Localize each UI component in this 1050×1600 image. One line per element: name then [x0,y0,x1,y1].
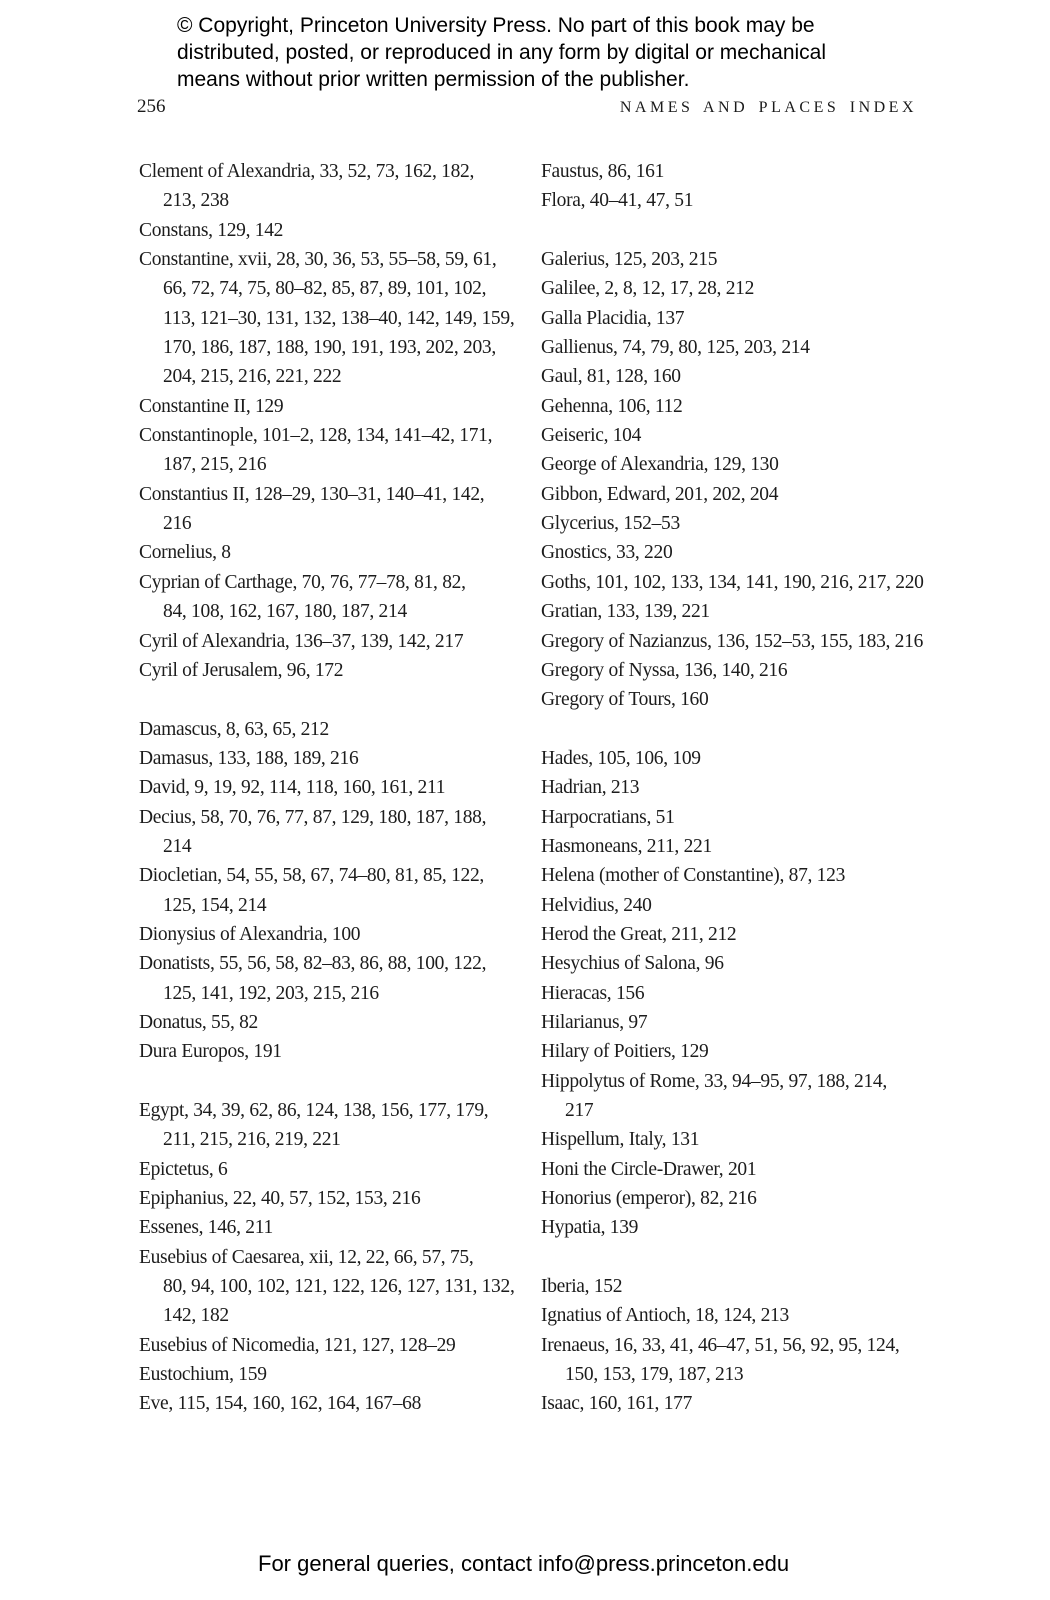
index-entry-line: Gallienus, 74, 79, 80, 125, 203, 214 [541,337,810,359]
index-entry-line: Constantius II, 128–29, 130–31, 140–41, 142, [139,483,485,505]
index-entry-line: Constans, 129, 142 [139,219,284,241]
index-entry-line: Epiphanius, 22, 40, 57, 152, 153, 216 [139,1188,421,1210]
index-entry [541,685,921,714]
index-letter-group [139,157,521,685]
index-entry-line: Glycerius, 152–53 [541,513,680,535]
index-entry [541,949,921,978]
index-entry-line: Flora, 40–41, 47, 51 [541,190,694,212]
index-entry-line: Isaac, 160, 161, 177 [541,1393,693,1415]
index-entry-line: Faustus, 86, 161 [541,161,665,182]
index-entry-line: Hades, 105, 106, 109 [541,747,701,769]
index-entry [541,186,921,215]
index-entry [139,715,521,744]
index-entry-line: Galilee, 2, 8, 12, 17, 28, 212 [541,278,755,300]
index-entry [541,1155,921,1184]
index-entry-line: Donatists, 55, 56, 58, 82–83, 86, 88, 100, 122, [139,953,487,975]
index-entry-line: Irenaeus, 16, 33, 41, 46–47, 51, 56, 92, 95, 124, [541,1334,900,1356]
index-entry-line: 170, 186, 187, 188, 190, 191, 193, 202, 203, [163,337,496,359]
index-entry [139,1243,521,1331]
index-entry-line: Hasmoneans, 211, 221 [541,835,712,857]
index-entry [139,245,521,392]
index-entry-line: Galla Placidia, 137 [541,307,685,329]
index-entry [139,1184,521,1213]
index-entry-line: Cornelius, 8 [139,542,231,564]
index-entry [541,1067,921,1126]
index-entry-line: 66, 72, 74, 75, 80–82, 85, 87, 89, 101, 102, [163,278,487,300]
index-entry-line: Ignatius of Antioch, 18, 124, 213 [541,1305,789,1327]
index-entry-line: Clement of Alexandria, 33, 52, 73, 162, 182, [139,161,475,182]
index-entry-line: 80, 94, 100, 102, 121, 122, 126, 127, 131, 132, [163,1276,515,1298]
index-entry-line: Eusebius of Caesarea, xii, 12, 22, 66, 57, 75, [139,1246,474,1268]
index-entry-line: 84, 108, 162, 167, 180, 187, 214 [163,601,407,623]
index-entry [541,773,921,802]
index-entry-line: Geiseric, 104 [541,425,642,447]
index-entry-line: Cyprian of Carthage, 70, 76, 77–78, 81, 82, [139,571,466,593]
index-entry-line: Honorius (emperor), 82, 216 [541,1188,757,1210]
index-entry-line: Hesychius of Salona, 96 [541,953,724,975]
index-entry [139,480,521,539]
index-entry [139,1096,521,1155]
index-entry [541,568,924,597]
index-entry [139,656,521,685]
index-entry-line: Dura Europos, 191 [139,1041,282,1063]
index-entry-line: Gnostics, 33, 220 [541,542,673,564]
index-entry-line: Hilary of Poitiers, 129 [541,1041,709,1063]
index-entry-line: Hilarianus, 97 [541,1011,648,1033]
index-entry [541,803,921,832]
index-entry [541,480,921,509]
index-entry [541,274,921,303]
index-entry [139,861,521,920]
index-entry-line: Egypt, 34, 39, 62, 86, 124, 138, 156, 177, 179, [139,1100,489,1121]
index-entry [541,392,921,421]
index-entry-line: Damasus, 133, 188, 189, 216 [139,747,359,769]
index-entry-line: Gaul, 81, 128, 160 [541,366,681,388]
index-entry-line: Goths, 101, 102, 133, 134, 141, 190, 216, 217, 220 [541,571,924,593]
index-letter-group [541,157,921,216]
index-entry [541,1008,921,1037]
index-entry [139,538,521,567]
index-entry [139,1213,521,1242]
index-entry [139,568,521,627]
index-entry [541,920,921,949]
index-entry-line: 211, 215, 216, 219, 221 [163,1129,341,1151]
index-entry [139,392,521,421]
index-entry [139,949,521,1008]
index-entry [139,627,521,656]
index-entry [541,744,921,773]
copyright-line: © Copyright, Princeton University Press. No part of this book may be [177,14,815,37]
index-entry [541,509,921,538]
index-column-right [541,157,924,1419]
index-entry-line: Eusebius of Nicomedia, 121, 127, 128–29 [139,1334,456,1356]
index-entry-line: Eustochium, 159 [139,1364,267,1386]
index-entry [541,1184,921,1213]
index-entry [139,157,521,216]
index-entry-line: Constantinople, 101–2, 128, 134, 141–42, 171, [139,425,493,447]
copyright-notice [177,12,826,93]
index-column-left [139,157,521,1419]
index-entry [541,1213,921,1242]
index-entry [139,421,521,480]
index-entry [541,979,921,1008]
index-entry [541,362,921,391]
index-letter-group [139,1096,521,1419]
index-entry [139,1155,521,1184]
index-entry [541,1272,921,1301]
index-entry-line: Helvidius, 240 [541,894,652,916]
index-entry [541,333,921,362]
index-entry [139,744,521,773]
index-entry-line: Galerius, 125, 203, 215 [541,249,718,271]
index-entry-line: Gratian, 133, 139, 221 [541,601,710,623]
index-entry-line: Donatus, 55, 82 [139,1011,258,1033]
running-head: NAMES AND PLACES INDEX [619,99,917,116]
index-entry [541,1389,921,1418]
index-entry [139,920,521,949]
index-entry-line: Hippolytus of Rome, 33, 94–95, 97, 188, 214, [541,1070,887,1092]
index-entry [139,216,521,245]
index-entry [541,1125,921,1154]
index-entry [541,861,921,890]
index-entry-line: 216 [163,513,192,535]
index-letter-group [139,715,521,1067]
index-entry-line: Hypatia, 139 [541,1217,639,1239]
index-entry [139,1389,521,1418]
footer-contact-note: For general queries, contact info@press.princeton.edu [258,1551,790,1576]
index-entry [541,656,921,685]
index-entry-line: Harpocratians, 51 [541,806,675,828]
index-entry-line: Gibbon, Edward, 201, 202, 204 [541,483,779,505]
index-entry-line: Dionysius of Alexandria, 100 [139,923,361,945]
index-entry-line: Damascus, 8, 63, 65, 212 [139,718,329,740]
index-entry [139,1008,521,1037]
index-entry-line: 125, 154, 214 [163,894,267,916]
index-entry-line: Herod the Great, 211, 212 [541,923,737,945]
index-entry-line: Constantine, xvii, 28, 30, 36, 53, 55–58, 59, 61, [139,249,497,271]
copyright-line: distributed, posted, or reproduced in any form by digital or mechanical [177,41,827,64]
index-entry-line: 142, 182 [163,1305,229,1327]
index-entry-line: Hispellum, Italy, 131 [541,1129,700,1151]
index-entry [541,891,921,920]
index-entry-line: Essenes, 146, 211 [139,1217,273,1239]
index-entry [139,1037,521,1066]
index-entry-line: 204, 215, 216, 221, 222 [163,366,342,388]
copyright-line: means without prior written permission of the publisher. [177,68,690,91]
index-letter-group [541,1272,921,1419]
index-entry [541,832,921,861]
index-entry-line: George of Alexandria, 129, 130 [541,454,779,476]
index-entry-line: 213, 238 [163,190,229,212]
index-entry-line: Cyril of Jerusalem, 96, 172 [139,659,344,681]
index-entry-line: Cyril of Alexandria, 136–37, 139, 142, 217 [139,630,464,652]
index-entry-line: Gregory of Tours, 160 [541,689,709,711]
index-letter-group [541,744,921,1243]
index-entry-line: 150, 153, 179, 187, 213 [565,1364,744,1386]
index-entry [541,1037,921,1066]
index-entry-line: Eve, 115, 154, 160, 162, 164, 167–68 [139,1393,422,1415]
index-entry-line: Hieracas, 156 [541,982,645,1004]
index-entry-line: Epictetus, 6 [139,1158,228,1180]
index-entry [541,1301,921,1330]
index-entry-line: 214 [163,835,192,857]
index-entry [139,773,521,802]
index-entry-line: Gehenna, 106, 112 [541,395,683,417]
index-entry [541,304,921,333]
index-entry [541,421,921,450]
index-entry [541,157,921,186]
page-number: 256 [137,96,166,117]
index-entry-line: Diocletian, 54, 55, 58, 67, 74–80, 81, 85, 122, [139,865,484,887]
index-entry-line: Helena (mother of Constantine), 87, 123 [541,865,846,887]
index-entry-line: 217 [565,1100,594,1121]
index-letter-group [541,245,924,715]
index-entry-line: 187, 215, 216 [163,454,267,476]
index-entry [139,1360,521,1389]
index-entry-line: David, 9, 19, 92, 114, 118, 160, 161, 211 [139,777,446,799]
index-entry-line: Decius, 58, 70, 76, 77, 87, 129, 180, 187, 188, [139,806,487,828]
index-entry-line: Gregory of Nyssa, 136, 140, 216 [541,659,788,681]
index-entry [139,1331,521,1360]
index-entry-line: Iberia, 152 [541,1276,623,1298]
index-entry [541,538,921,567]
index-entry [541,627,924,656]
index-entry [541,597,921,626]
index-entry [541,1331,921,1390]
index-entry-line: 113, 121–30, 131, 132, 138–40, 142, 149, 159, [163,307,515,329]
index-entry-line: Gregory of Nazianzus, 136, 152–53, 155, 183, 216 [541,630,924,652]
index-entry [541,450,921,479]
index-entry-line: Constantine II, 129 [139,395,284,417]
index-entry [541,245,921,274]
index-entry-line: Hadrian, 213 [541,777,640,799]
index-entry [139,803,521,862]
index-entry-line: Honi the Circle-Drawer, 201 [541,1158,757,1180]
index-entry-line: 125, 141, 192, 203, 215, 216 [163,982,379,1004]
